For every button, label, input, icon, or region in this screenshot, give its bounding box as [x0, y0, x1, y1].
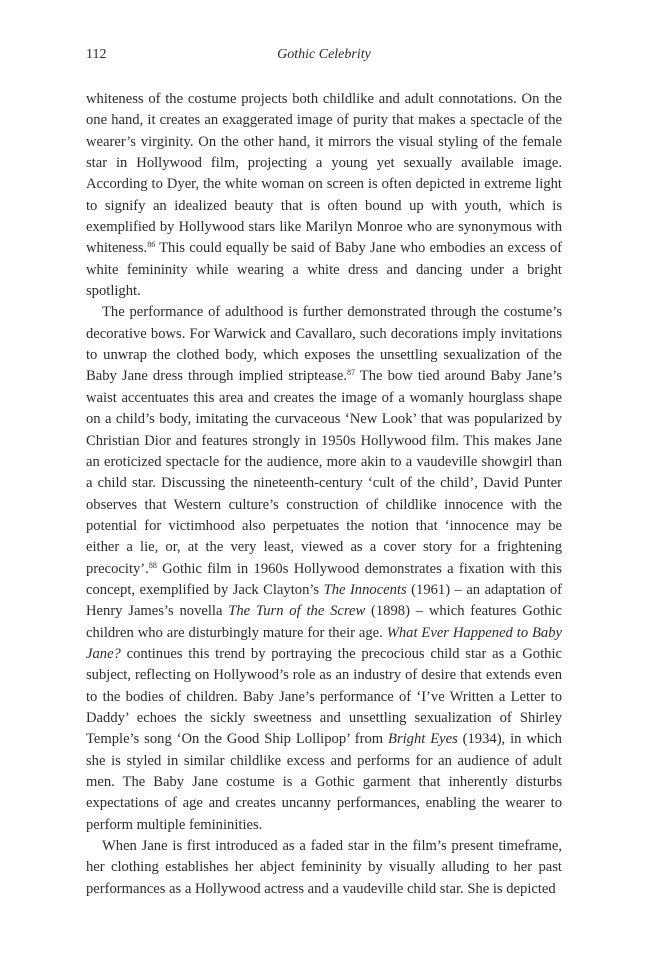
footnote-marker: 87	[346, 368, 355, 378]
text-run: (1934), in which she is styled in similar childlike excess and performs for an audience of adult men. The Baby Jane costume is a Gothic garment that inherently disturbs expectations of age and creates uncanny performances, enabling the wearer to perform multiple femininities.	[86, 731, 562, 833]
text-run: When Jane is first introduced as a faded star in the film’s present timeframe, her clothing establishes her abject femininity by visually alluding to her past performances as a Hollywood actress and a vaudeville child star. She is depicted	[86, 838, 562, 897]
italic-title: The Turn of the Screw	[228, 603, 366, 620]
running-head	[86, 44, 562, 66]
text-run: whiteness of the costume projects both childlike and adult connotations. On the one hand, it creates an exaggerated image of purity that makes a spectacle of the wearer’s virginity. On the other hand, it mirrors the visual styling of the female star in Hollywood film, projecting a young yet sexually available image. According to Dyer, the white woman on screen is often depicted in extreme light to signify an idealized beauty that is often bound up with youth, which is exemplified by Hollywood stars like Marilyn Monroe who are synonymous with whiteness.	[86, 91, 562, 257]
paragraph	[86, 89, 562, 302]
body-text	[86, 89, 562, 900]
text-run: continues this trend by portraying the precocious child star as a Gothic subject, reflecting on Hollywood’s role as an industry of desire that extends even to the bodies of children. Baby Jane’s performance of ‘I’ve Written a Letter to Daddy’ echoes the sickly sweetness and unsettling sexualization of Shirley Temple’s song ‘On the Good Ship Lollipop’ from	[86, 645, 562, 748]
text-run: The bow tied around Baby Jane’s waist accentuates this area and creates the image of a womanly hourglass shape on a child’s body, imitating the curvaceous ‘New Look’ that was popularized by Christian Dior and features strongly in 1950s Hollywood film. This makes Jane an eroticized spectacle for the audience, more akin to a vaudeville showgirl than a child star. Discussing the nineteenth-century ‘cult of the child’, David Punter observes that Western culture’s construction of childlike innocence with the potential for victimhood also perpetuates the notion that ‘innocence may be either a lie, or, at the very least, viewed as a cover story for a frightening precocity’.	[86, 368, 562, 577]
text-run: The performance of adulthood is further demonstrated through the costume’s decorative bows. For Warwick and Cavallaro, such decorations imply invitations to unwrap the clothed body, which exposes the unsettling sexualization of the Baby Jane dress through implied striptease.	[86, 304, 562, 385]
paragraph	[86, 836, 562, 900]
running-title: Gothic Celebrity	[277, 47, 371, 62]
footnote-marker: 86	[147, 240, 156, 250]
italic-title: What Ever Happened to Baby Jane?	[86, 624, 563, 662]
text-run: (1898) – which features Gothic children who are disturbingly mature for their age.	[86, 603, 562, 641]
italic-title: Bright Eyes	[388, 731, 458, 748]
text-run: Gothic film in 1960s Hollywood demonstrates a fixation with this concept, exemplified by Jack Clayton’s	[86, 560, 562, 598]
page-number: 112	[86, 47, 107, 62]
text-run: (1961) – an adaptation of Henry James’s novella	[86, 581, 562, 620]
text-run: This could equally be said of Baby Jane who embodies an excess of white femininity while wearing a white dress and dancing under a bright spotlight.	[86, 240, 562, 300]
paragraph	[86, 302, 562, 836]
footnote-marker: 88	[148, 560, 157, 570]
italic-title: The Innocents	[323, 581, 407, 598]
